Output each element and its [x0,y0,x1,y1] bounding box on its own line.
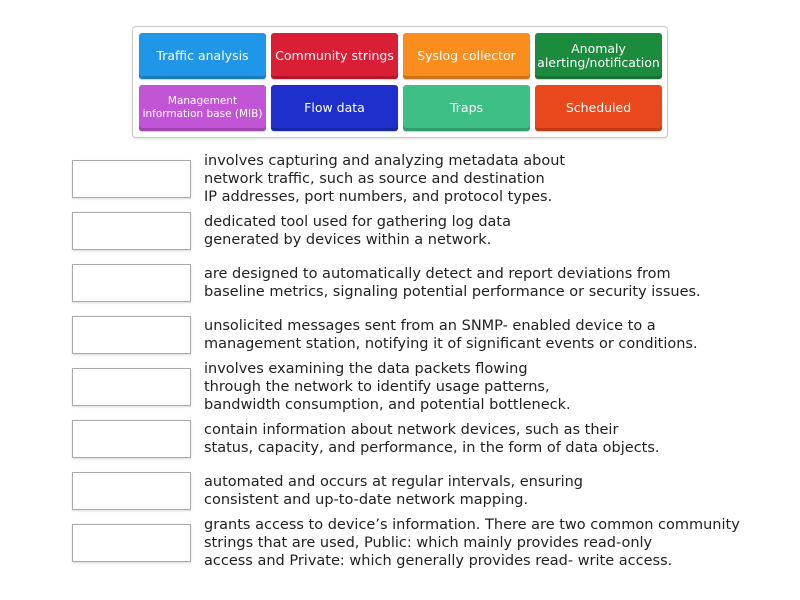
tile-label: Scheduled [565,100,632,115]
tile-syslog-collector[interactable] [403,33,530,79]
description-text: automated and occurs at regular intervals, ensuring consistent and up-to-date network mapping. [204,474,583,508]
description-text: involves capturing and analyzing metadata about network traffic, such as source and destination IP addresses, port numbers, and protocol types. [204,153,566,205]
drop-slot[interactable] [72,420,191,458]
tile-label: Flow data [304,100,365,115]
answer-bank [132,26,668,138]
drop-slot[interactable] [72,368,191,406]
drop-slot[interactable] [72,264,191,302]
description-text: involves examining the data packets flowing through the network to identify usage patterns, bandwidth consumption, and potential bottleneck. [204,361,571,413]
drop-slot[interactable] [72,316,191,354]
tile-label: Syslog collector [417,48,516,63]
description-text: contain information about network devices, such as their status, capacity, and performance, in the form of data objects. [204,422,660,456]
drop-slot[interactable] [72,472,191,510]
description-text: grants access to device’s information. There are two common community strings that are used, Public: which mainly provides read-only access and Private: which generally provides read- write access. [204,517,740,569]
tile-management-information-base[interactable] [139,85,266,131]
description-text: dedicated tool used for gathering log data generated by devices within a network. [204,214,511,248]
tile-anomaly-alerting[interactable] [535,33,662,79]
tile-traffic-analysis[interactable] [139,33,266,79]
description-text: unsolicited messages sent from an SNMP- enabled device to a management station, notifying it of significant events or conditions. [204,318,698,352]
tile-label: Traffic analysis [156,48,249,63]
description-text: are designed to automatically detect and report deviations from baseline metrics, signaling potential performance or security issues. [204,266,701,300]
tile-community-strings[interactable] [271,33,398,79]
tile-scheduled[interactable] [535,85,662,131]
tile-label: Traps [449,100,484,115]
tile-traps[interactable] [403,85,530,131]
drop-slot[interactable] [72,212,191,250]
drop-slot[interactable] [72,524,191,562]
tile-label: Management information base (MIB) [142,95,263,120]
drop-slot[interactable] [72,160,191,198]
tile-label: Anomaly alerting/notification [537,41,660,70]
tile-flow-data[interactable] [271,85,398,131]
tile-label: Community strings [275,48,394,63]
